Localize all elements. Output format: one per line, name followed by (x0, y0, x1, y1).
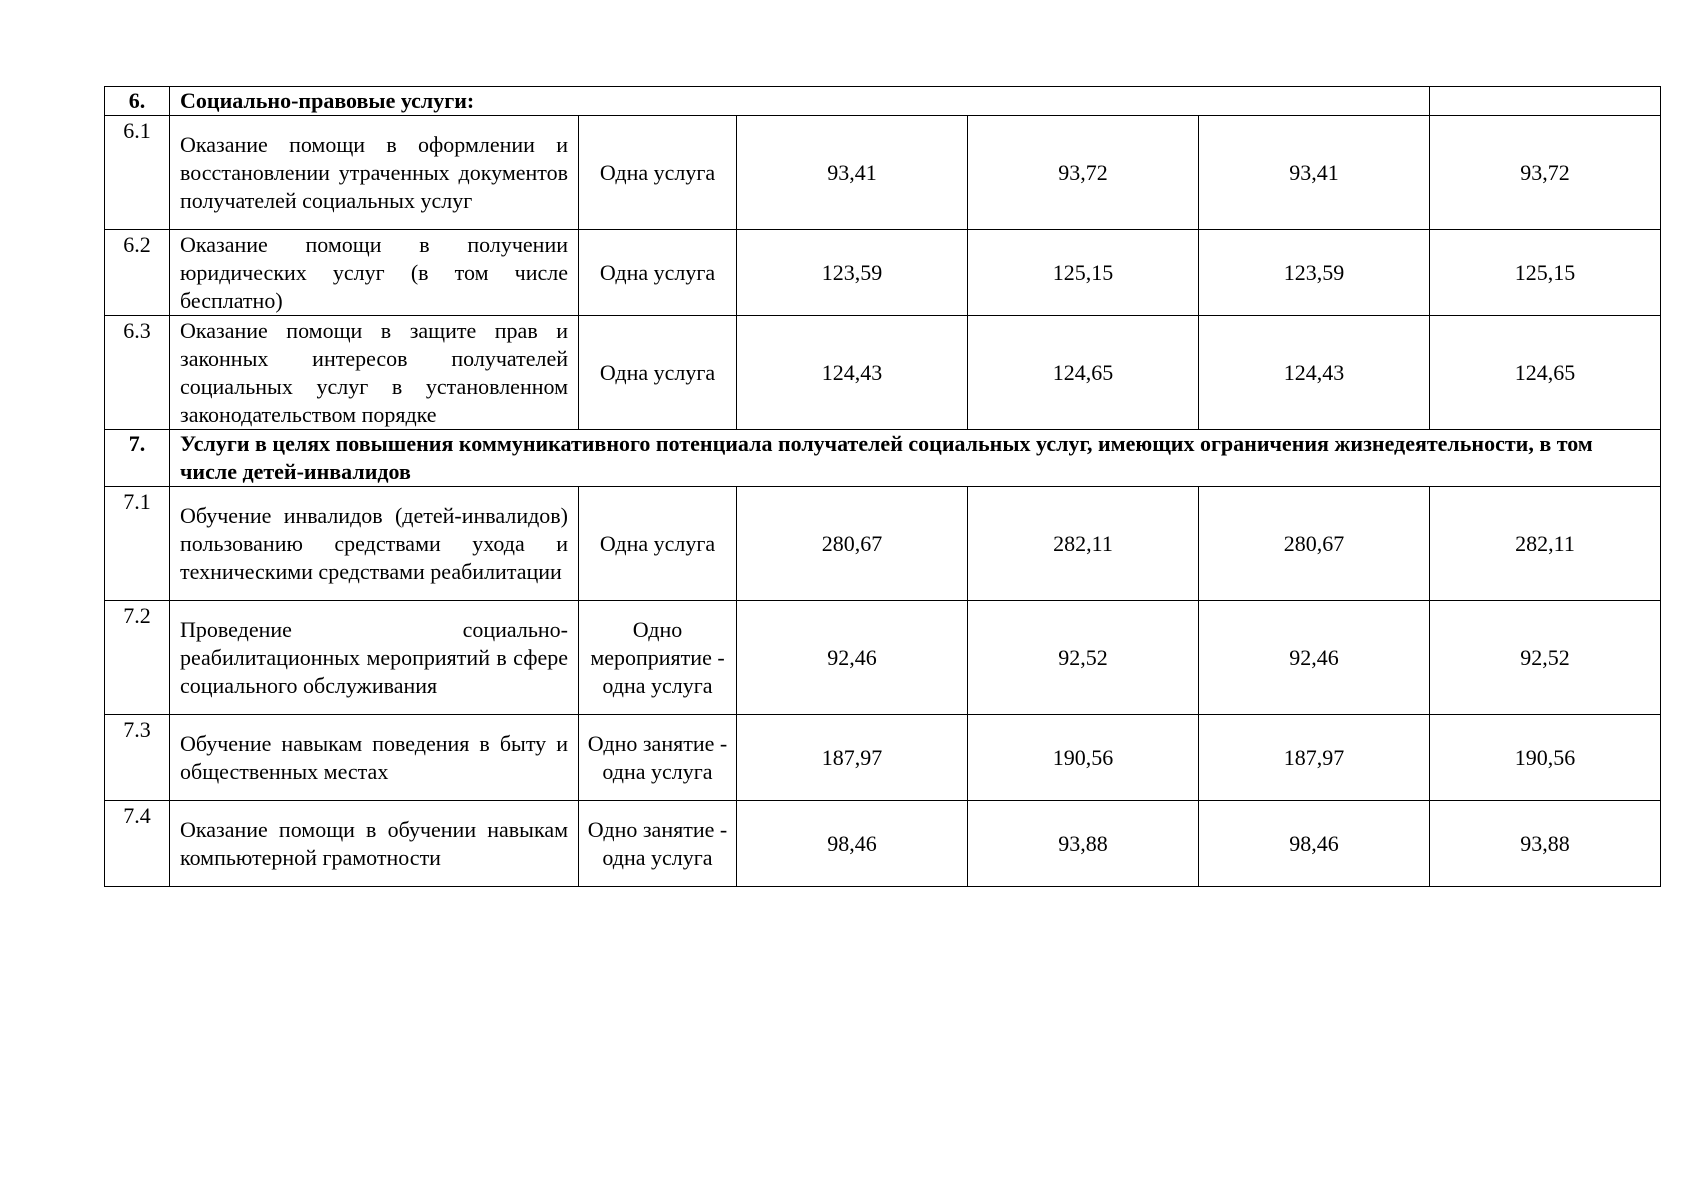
value-cell: 93,88 (968, 801, 1199, 887)
service-name: Оказание помощи в получении юридических услуг (в том числе бесплатно) (170, 230, 579, 316)
value-cell: 124,65 (1430, 316, 1661, 430)
value-cell: 282,11 (968, 487, 1199, 601)
unit-cell: Одно мероприятие - одна услуга (579, 601, 737, 715)
unit-cell: Одна услуга (579, 116, 737, 230)
table-row (105, 230, 1661, 316)
row-number: 6.3 (105, 316, 170, 430)
value-cell: 280,67 (1199, 487, 1430, 601)
unit-cell: Одна услуга (579, 487, 737, 601)
table-row (105, 801, 1661, 887)
row-number: 6.1 (105, 116, 170, 230)
service-name: Оказание помощи в оформлении и восстановлении утраченных документов получателей социальных услуг (170, 116, 579, 230)
row-number: 6.2 (105, 230, 170, 316)
section-number: 7. (105, 430, 170, 487)
value-cell: 93,88 (1430, 801, 1661, 887)
row-number: 7.2 (105, 601, 170, 715)
service-name: Обучение инвалидов (детей-инвалидов) пользованию средствами ухода и техническими средствами реабилитации (170, 487, 579, 601)
services-table (104, 86, 1661, 887)
service-name: Обучение навыкам поведения в быту и общественных местах (170, 715, 579, 801)
table-row (105, 601, 1661, 715)
row-number: 7.4 (105, 801, 170, 887)
section-header-row (105, 430, 1661, 487)
value-cell: 190,56 (968, 715, 1199, 801)
unit-cell: Одна услуга (579, 316, 737, 430)
value-cell: 93,41 (737, 116, 968, 230)
section-header-row (105, 87, 1661, 116)
table-row (105, 715, 1661, 801)
value-cell: 187,97 (1199, 715, 1430, 801)
value-cell: 92,52 (1430, 601, 1661, 715)
service-name: Оказание помощи в обучении навыкам компьютерной грамотности (170, 801, 579, 887)
value-cell: 280,67 (737, 487, 968, 601)
service-name: Оказание помощи в защите прав и законных интересов получателей социальных услуг в установленном законодательством порядке (170, 316, 579, 430)
value-cell: 124,43 (1199, 316, 1430, 430)
value-cell: 123,59 (1199, 230, 1430, 316)
value-cell: 125,15 (968, 230, 1199, 316)
table-row (105, 487, 1661, 601)
value-cell: 98,46 (1199, 801, 1430, 887)
unit-cell: Одно занятие - одна услуга (579, 801, 737, 887)
row-number: 7.3 (105, 715, 170, 801)
unit-cell: Одно занятие - одна услуга (579, 715, 737, 801)
row-number: 7.1 (105, 487, 170, 601)
value-cell: 93,72 (1430, 116, 1661, 230)
value-cell: 93,72 (968, 116, 1199, 230)
table-row (105, 116, 1661, 230)
section-title: Услуги в целях повышения коммуникативного потенциала получателей социальных услуг, имеющих ограничения жизнедеятельности, в том числе детей-инвалидов (170, 430, 1661, 487)
unit-cell: Одна услуга (579, 230, 737, 316)
value-cell: 187,97 (737, 715, 968, 801)
value-cell: 124,65 (968, 316, 1199, 430)
value-cell: 92,46 (737, 601, 968, 715)
service-name: Проведение социально-реабилитационных мероприятий в сфере социального обслуживания (170, 601, 579, 715)
value-cell: 92,52 (968, 601, 1199, 715)
section-number: 6. (105, 87, 170, 116)
value-cell: 93,41 (1199, 116, 1430, 230)
value-cell: 98,46 (737, 801, 968, 887)
value-cell: 125,15 (1430, 230, 1661, 316)
section-empty-cell (1430, 87, 1661, 116)
table-row (105, 316, 1661, 430)
value-cell: 124,43 (737, 316, 968, 430)
section-title: Социально-правовые услуги: (170, 87, 1430, 116)
value-cell: 92,46 (1199, 601, 1430, 715)
value-cell: 282,11 (1430, 487, 1661, 601)
value-cell: 123,59 (737, 230, 968, 316)
value-cell: 190,56 (1430, 715, 1661, 801)
